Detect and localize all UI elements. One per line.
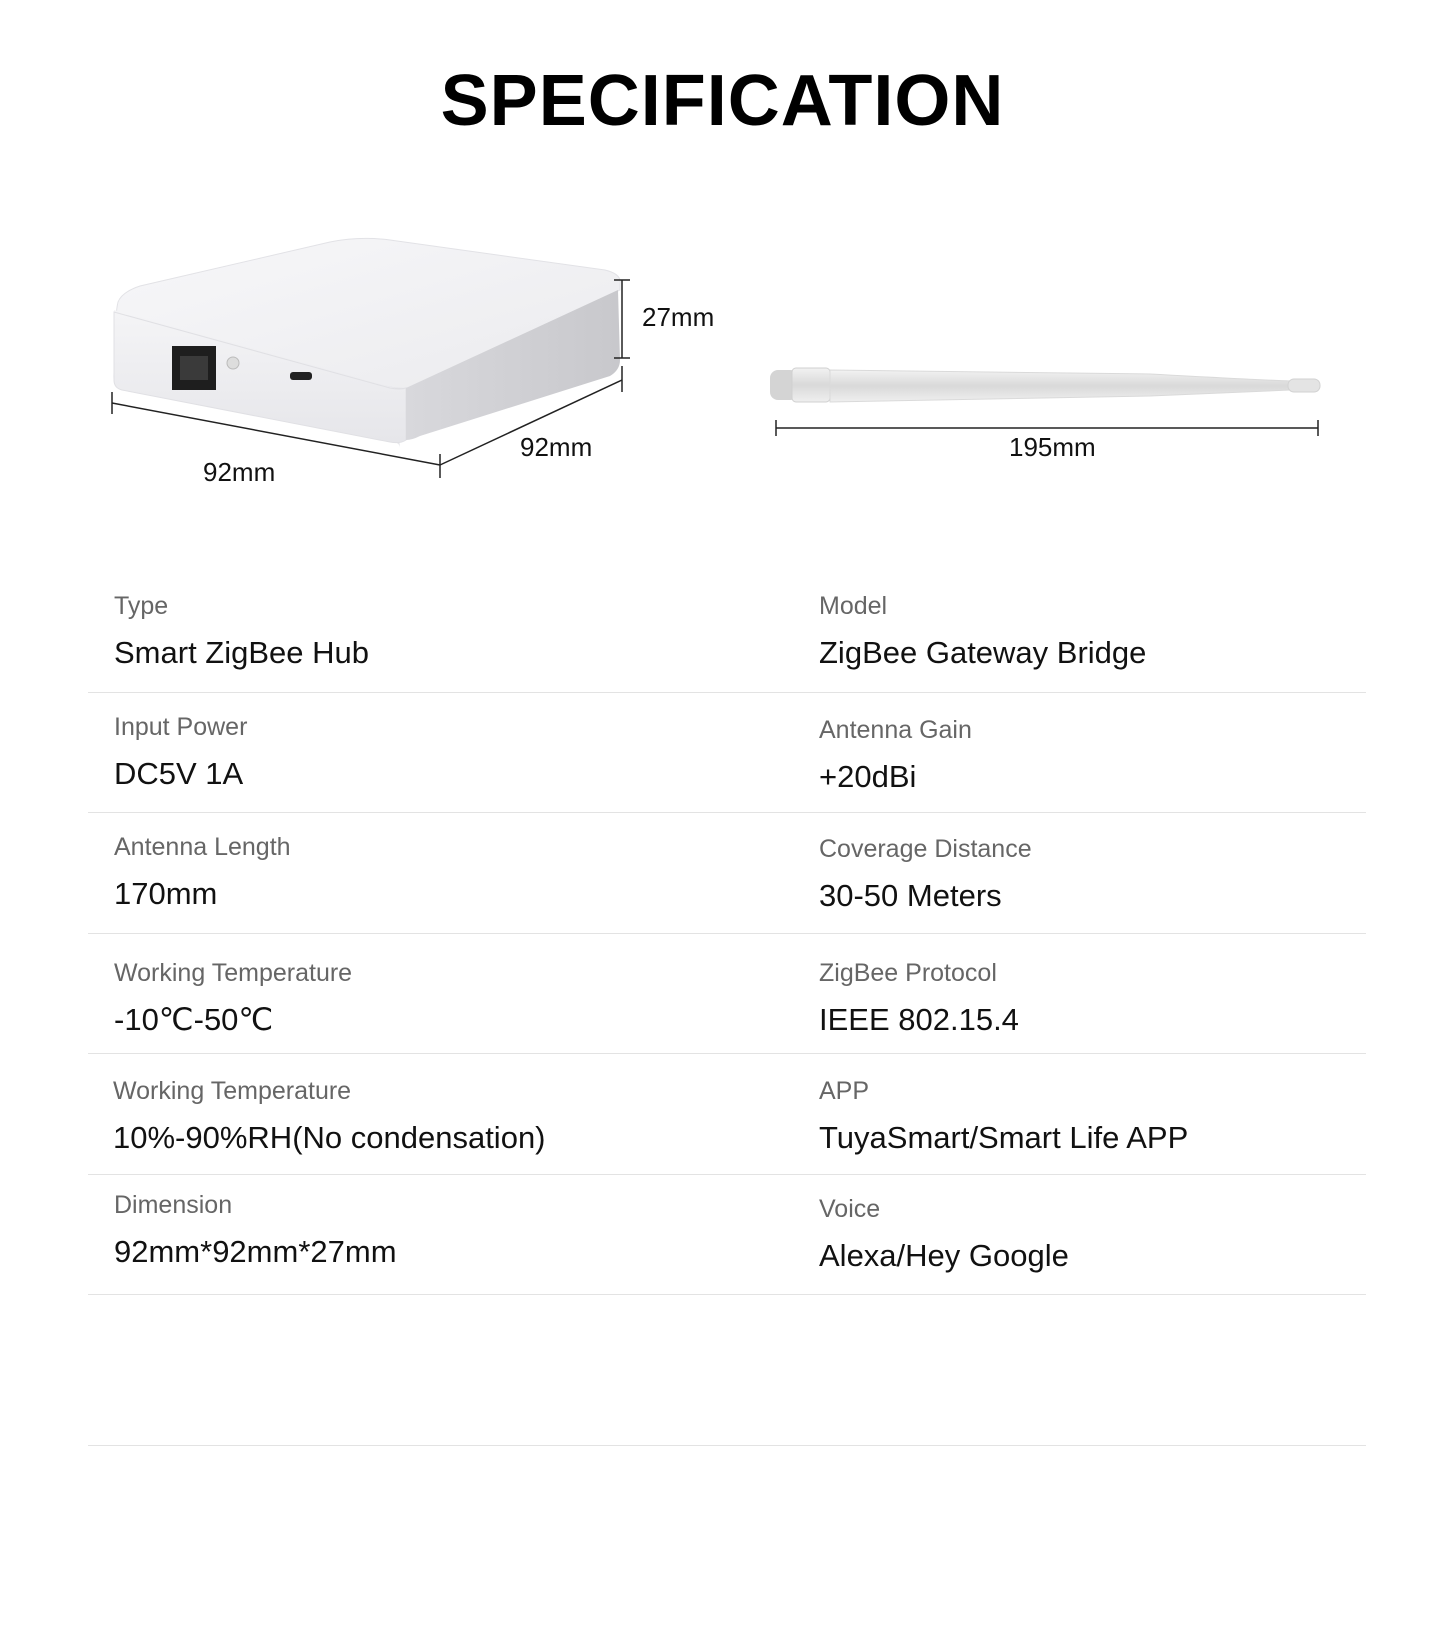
row-divider [88,933,1366,934]
page-title: SPECIFICATION [440,61,1005,141]
spec-value: -10℃-50℃ [114,1002,274,1037]
spec-label: Model [819,592,888,620]
spec-label: Input Power [114,713,248,741]
spec-value: Smart ZigBee Hub [114,635,369,670]
spec-value: DC5V 1A [114,756,244,791]
spec-item-input-power [114,713,247,792]
spec-value: 92mm*92mm*27mm [114,1234,397,1269]
spec-item-zigbee-protocol [819,959,1019,1038]
bottom-divider [88,1445,1366,1446]
spec-value: ZigBee Gateway Bridge [819,635,1147,670]
row-divider [88,812,1366,813]
spec-label: Dimension [114,1191,233,1219]
hub-depth-label: 92mm [520,432,593,462]
row-divider [88,1053,1366,1054]
spec-item-working-temperature [114,959,352,1038]
antenna-length-label: 195mm [1009,432,1096,462]
spec-item-dimension [114,1191,397,1270]
usb-port-icon [290,372,312,380]
spec-value: IEEE 802.15.4 [819,1002,1019,1037]
spec-label: Coverage Distance [819,835,1032,863]
row-divider [88,692,1366,693]
spec-item-coverage-distance [819,835,1032,914]
antenna [770,368,1320,402]
spec-label: Type [114,592,169,620]
spec-item-voice [819,1195,1069,1274]
reset-button-icon [227,357,239,369]
spec-label: Working Temperature [114,959,353,987]
row-divider [88,1294,1366,1295]
spec-value: TuyaSmart/Smart Life APP [819,1120,1189,1155]
spec-label: ZigBee Protocol [819,959,997,987]
spec-value: 10%-90%RH(No condensation) [113,1120,546,1155]
spec-label: Voice [819,1195,881,1223]
spec-value: Alexa/Hey Google [819,1238,1069,1273]
spec-item-antenna-gain [819,716,972,795]
product-illustration [100,220,1400,520]
spec-item-app [819,1077,1188,1156]
spec-item-working-humidity [113,1077,546,1156]
spec-label: Antenna Gain [819,716,972,744]
spec-item-type [114,592,369,671]
spec-label: APP [819,1077,870,1105]
hub-height-label: 27mm [642,302,715,332]
spec-item-antenna-length [114,833,291,912]
spec-label: Working Temperature [113,1077,352,1105]
spec-value: 30-50 Meters [819,878,1002,913]
spec-item-model [819,592,1146,671]
spec-value: 170mm [114,876,218,911]
spec-label: Antenna Length [114,833,291,861]
row-divider [88,1174,1366,1175]
spec-value: +20dBi [819,759,917,794]
hub-width-label: 92mm [203,457,276,487]
